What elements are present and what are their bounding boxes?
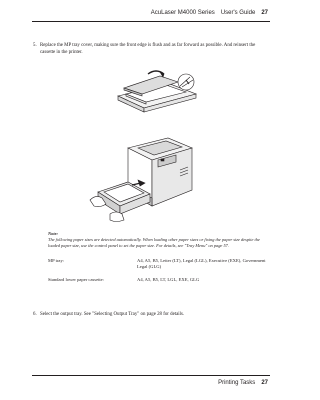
step-5-text: Replace the MP tray cover, making sure the front edge is flush and as far forward as possible. And reinsert the cassette in the printer. <box>40 43 256 55</box>
header-text <box>151 10 268 16</box>
header-guide: User's Guide <box>220 10 256 16</box>
header-rule <box>32 21 270 22</box>
footer-rule <box>32 375 270 376</box>
header-product: AcuLaser M4000 Series <box>150 10 215 16</box>
spec-value: A4, A5, B5, Letter (LT), Legal (LGL), Executive (EXE), Government Legal (GLG) <box>137 258 266 269</box>
note-text: The following paper sizes are detected automatically. When loading other paper sizes or fixing the paper size despite the loaded paper size, use the control panel to set the paper size. For details, see "Tray Menu" on page 57. <box>48 236 260 248</box>
printer-cassette-illustration <box>88 130 198 225</box>
step-6-text: Select the output tray. See "Selecting Output Tray" on page 28 for details. <box>40 312 185 317</box>
step-5 <box>33 43 268 56</box>
mp-tray-cover-illustration <box>110 68 200 118</box>
note-title: Note: <box>48 231 58 236</box>
footer-page-number: 27 <box>261 380 268 386</box>
spec-label: MP tray: <box>48 258 65 263</box>
page-footer <box>218 380 268 386</box>
note <box>48 231 266 248</box>
page-header <box>0 0 300 22</box>
step-5-number: 5. <box>33 43 37 48</box>
spec-label: Standard lower paper cassette: <box>48 277 104 282</box>
footer-section: Printing Tasks <box>218 380 256 386</box>
spec-value: A4, A5, B5, LT, LGL, EXE, GLG <box>137 277 200 282</box>
step-6-number: 6. <box>33 312 37 317</box>
step-6 <box>33 312 268 319</box>
header-page-number: 27 <box>261 10 268 16</box>
